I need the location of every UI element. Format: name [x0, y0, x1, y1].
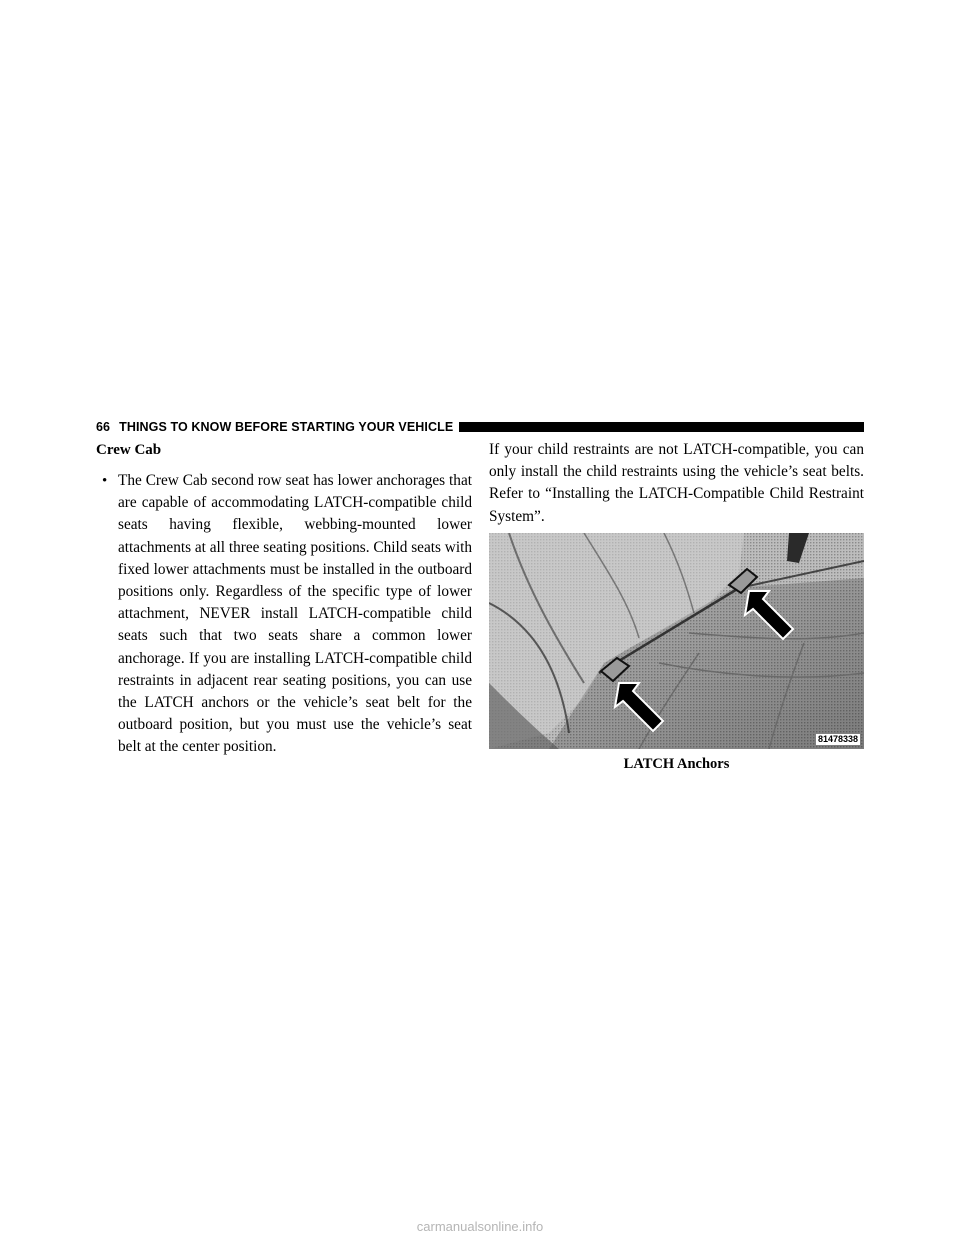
- bullet-dot: •: [102, 473, 108, 489]
- header-rule: [459, 422, 864, 432]
- latch-anchors-photo: [489, 533, 864, 749]
- figure-caption: LATCH Anchors: [623, 755, 730, 772]
- right-column: [489, 439, 864, 774]
- figure-code: 81478338: [817, 733, 858, 744]
- running-header: [96, 419, 864, 435]
- footer-watermark: carmanualsonline.info: [416, 1219, 544, 1234]
- page-number: 66: [96, 420, 111, 434]
- seat-illustration: [489, 533, 864, 749]
- bullet-text: The Crew Cab second row seat has lower anchorages that are capable of accommodating LATCH-compatible child seats having flexible, webbing-mounted lower attachments at all three seating positions. Child seats with fixed lower attachments must be installed in the outboard positions only. Regardless of the specific type of lower attachment, NEVER install LATCH-compatible child seats such that two seats share a common lower anchorage. If you are installing LATCH-compatible child restraints in adjacent rear seating positions, you can use the LATCH anchors or the vehicle’s seat belt for the outboard position, but you must use the vehicle’s seat belt at the center position.: [118, 472, 472, 756]
- bullet-item: [96, 470, 472, 759]
- left-column: [96, 439, 472, 759]
- crew-cab-heading: Crew Cab: [96, 442, 162, 458]
- section-title: THINGS TO KNOW BEFORE STARTING YOUR VEHICLE: [119, 420, 454, 434]
- latch-paragraph: If your child restraints are not LATCH-compatible, you can only install the child restraints using the vehicle’s seat belts. Refer to “Installing the LATCH-Compatible Child Restraint System”.: [489, 441, 864, 525]
